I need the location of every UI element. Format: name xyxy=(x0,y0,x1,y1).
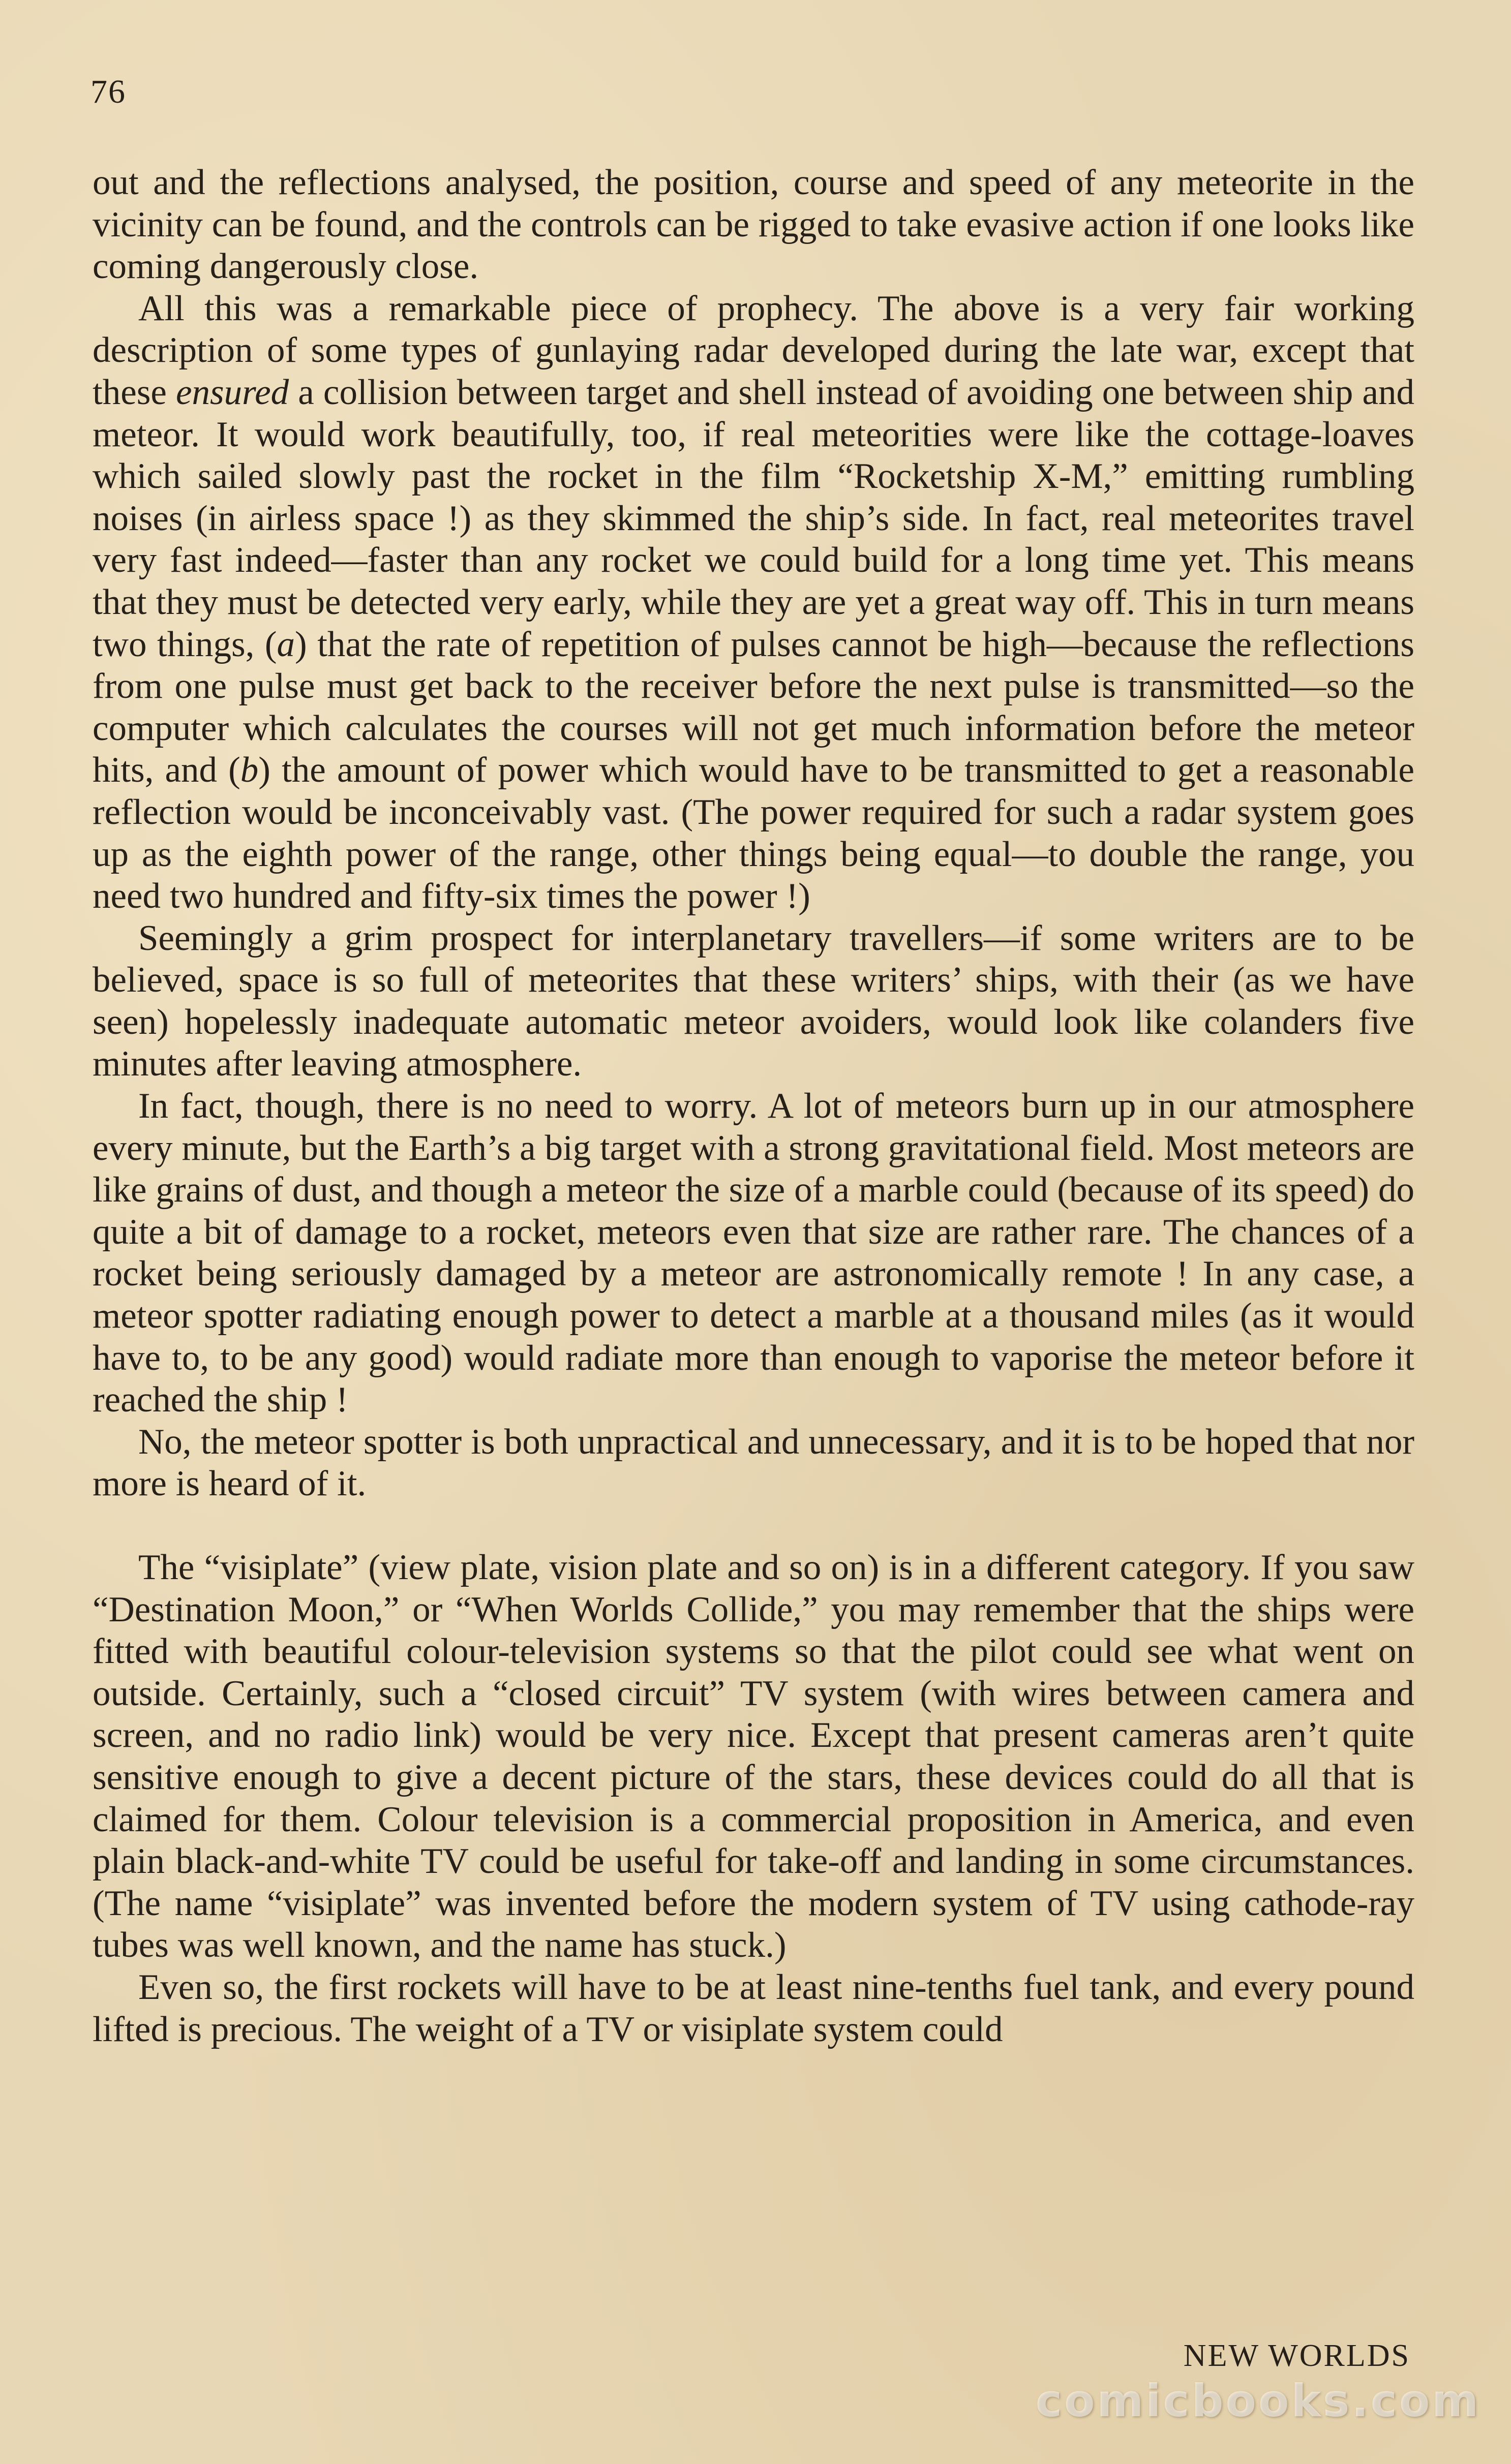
emphasis-a: a xyxy=(277,624,295,664)
paragraph-prophecy-part-4: ) the amount of power which would have to be transmitted to get a reasonable reflection would be inconceivably vast. (The power required for such a radar system goes up as the eighth power of the range, other things being equal—to double the range, you need two hundred and fifty-six times the power !) xyxy=(93,750,1414,916)
paragraph-meteor-spotter: No, the meteor spotter is both unpractical and unnecessary, and it is to be hoped that nor more is heard of it. xyxy=(93,1422,1414,1504)
article-body xyxy=(93,162,1414,2050)
paragraph-fuel-tank: Even so, the first rockets will have to be at least nine-tenths fuel tank, and every pound lifted is precious. The weight of a TV or visiplate system could xyxy=(93,1967,1414,2049)
site-watermark: comicbooks.com xyxy=(1035,2375,1480,2427)
paragraph-no-need-to-worry: In fact, though, there is no need to worry. A lot of meteors burn up in our atmosphere every minute, but the Earth’s a big target with a strong gravitational field. Most meteors are like grains of dust, and though a meteor the size of a marble could (because of its speed) do quite a bit of damage to a rocket, meteors even that size are rather rare. The chances of a rocket being seriously damaged by a meteor are astronomically remote ! In any case, a meteor spotter radiating enough power to detect a marble at a thousand miles (as it would have to, to be any good) would radiate more than enough to vaporise the meteor before it reached the ship ! xyxy=(93,1086,1414,1420)
magazine-title-footer: NEW WORLDS xyxy=(1183,2338,1410,2373)
paragraph-prophecy xyxy=(93,288,1414,917)
paragraph-continuation: out and the reflections analysed, the position, course and speed of any meteorite in the vicinity can be found, and the controls can be rigged to take evasive action if one looks like coming dangerously close. xyxy=(93,163,1414,287)
emphasis-b: b xyxy=(240,750,259,790)
paragraph-prophecy-part-2: a collision between target and shell instead of avoiding one between ship and meteor. It would work beautifully, too, if real meteorities were like the cottage-loaves which sailed slowly past the rocket in the film “Rocketship X-M,” emitting rumbling noises (in airless space !) as they skimmed the ship’s side. In fact, real meteorites travel very fast indeed—faster than any rocket we could build for a long time yet. This means that they must be detected very early, while they are yet a great way off. This in turn means two things, ( xyxy=(93,372,1414,664)
page-number: 76 xyxy=(90,73,126,110)
emphasis-ensured: ensured xyxy=(176,372,289,412)
paragraph-visiplate: The “visiplate” (view plate, vision plate and so on) is in a different category. If you saw “Destination Moon,” or “When Worlds Collide,” you may remember that the ships were fitted with beautiful colour-television systems so that the pilot could see what went on outside. Certainly, such a “closed circuit” TV system (with wires between camera and screen, and no radio link) would be very nice. Except that present cameras aren’t quite sensitive enough to give a decent picture of the stars, these devices could do all that is claimed for them. Colour television is a commercial proposition in America, and even plain black-and-white TV could be useful for take-off and landing in some circumstances. (The name “visiplate” was invented before the modern system of TV using cathode-ray tubes was well known, and the name has stuck.) xyxy=(93,1548,1414,1965)
paragraph-prophecy-part-1: All this was a remarkable piece of prophecy. The above is a very fair working description of some types of gunlaying radar developed during the late war, except that these xyxy=(93,288,1414,412)
paragraph-prophecy-part-3: ) that the rate of repetition of pulses cannot be high—because the reflections from one pulse must get back to the receiver before the next pulse is transmitted—so the computer which calculates the courses will not get much information before the meteor hits, and ( xyxy=(93,624,1414,790)
paragraph-grim-prospect: Seemingly a grim prospect for interplanetary travellers—if some writers are to be believed, space is so full of meteorites that these writers’ ships, with their (as we have seen) hopelessly inadequate automatic meteor avoiders, would look like colanders five minutes after leaving atmosphere. xyxy=(93,918,1414,1084)
